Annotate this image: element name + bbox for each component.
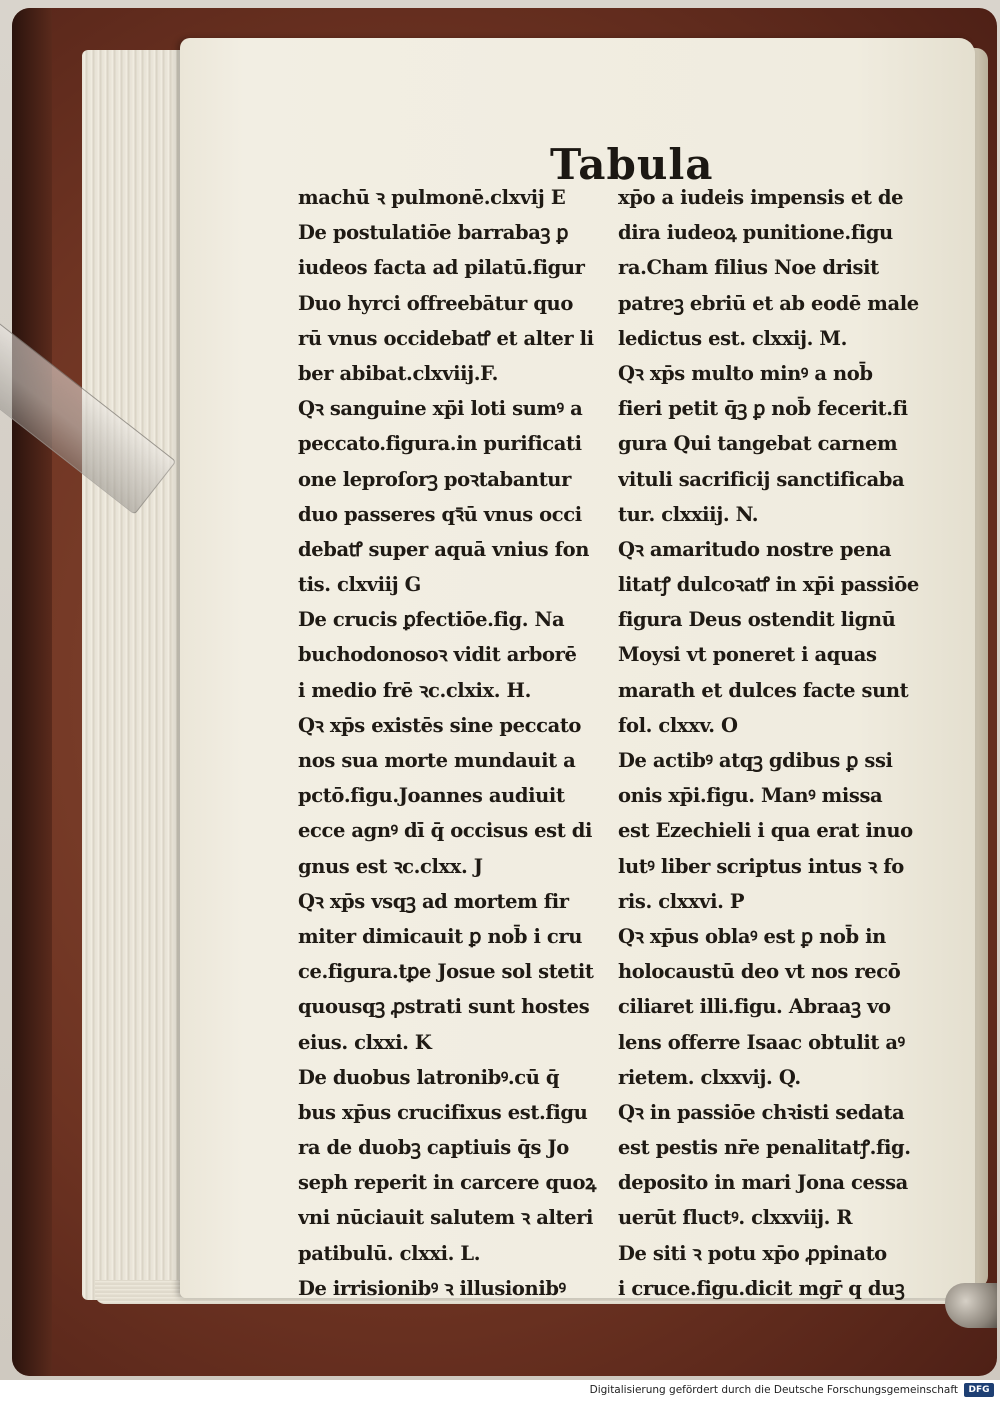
text-line: iudeos facta ad pilatū.figur <box>298 256 585 280</box>
text-line: uerūt fluctꝰ. clxxviij. R <box>618 1206 853 1230</box>
text-line: Moysi vt poneret i aquas <box>618 643 877 667</box>
text-line: miter dimicauit ꝑ nob̄ i cru <box>298 924 582 948</box>
text-line: Qꝛ sanguine xp̄i loti sumꝰ a <box>298 397 583 421</box>
funding-credit: Digitalisierung gefördert durch die Deutsche Forschungsgemeinschaft <box>589 1384 958 1396</box>
footer-bar <box>0 1380 1000 1401</box>
text-line: quousqꝫ ꝓstrati sunt hostes <box>298 995 590 1019</box>
dfg-logo: DFG <box>964 1383 994 1397</box>
text-line: holocaustū deo vt nos recō <box>618 960 901 984</box>
text-line: ecce agnꝰ dī q̄ occisus est di <box>298 819 592 843</box>
text-line: Qꝛ in passiōe chꝛisti sedata <box>618 1100 905 1124</box>
text-line: Qꝛ xp̄s multo minꝰ a nob̄ <box>618 361 873 385</box>
text-line: Qꝛ amaritudo nostre pena <box>618 537 892 561</box>
text-line: De duobus latronibꝰ.cū q̄ <box>298 1065 560 1089</box>
text-line: ciliaret illi.figu. Abraaꝫ vo <box>618 995 891 1019</box>
text-line: marath et dulces facte sunt <box>618 678 909 702</box>
text-line: De crucis ꝑfectiōe.fig. Na <box>298 608 565 632</box>
text-line: gnus est ꝛc.clxx. J <box>298 854 483 878</box>
text-line: i cruce.figu.dicit mgr̄ q duꝫ <box>618 1276 905 1300</box>
text-line: Duo hyrci offreebātur quo <box>298 291 573 315</box>
text-line: De siti ꝛ potu xp̄o ꝓpinato <box>618 1241 887 1265</box>
text-line: ce.figura.tꝑe Josue sol stetit <box>298 960 594 984</box>
text-line: tis. clxviij G <box>298 573 421 597</box>
text-line: est pestis nr̄e penalitatꝭ.fig. <box>618 1136 911 1160</box>
text-line: rū vnus occidebaꝷ et alter li <box>298 326 594 350</box>
text-line: peccato.figura.in purificati <box>298 432 582 456</box>
text-line: fieri petit q̄ꝫ ꝑ nob̄ fecerit.fi <box>618 397 908 421</box>
text-line: deposito in mari Jona cessa <box>618 1171 908 1195</box>
text-line: onis xp̄i.figu. Manꝰ missa <box>618 784 883 808</box>
text-line: one leproſorꝫ poꝛtabantur <box>298 467 571 491</box>
text-line: figura Deus ostendit lignū <box>618 608 896 632</box>
text-line: pctō.figu.Joannes audiuit <box>298 784 565 808</box>
text-line: lens offerre Isaac obtulit aꝰ <box>618 1030 905 1054</box>
text-line: dira iudeoꝝ punitione.figu <box>618 221 893 245</box>
text-line: De postulatiōe barrabaꝫ ꝑ <box>298 221 569 245</box>
text-line: bus xp̄us crucifixus est.figu <box>298 1100 588 1124</box>
text-line: xp̄o a iudeis impensis et de <box>618 186 904 209</box>
right-text-column <box>618 180 928 1306</box>
text-line: litatꝭ dulcoꝛaꝷ in xp̄i passiōe <box>618 573 919 597</box>
text-line: ra de duobꝫ captiuis q̄s Jo <box>298 1136 569 1160</box>
text-line: ber abibat.clxviij.F. <box>298 361 499 385</box>
text-line: lutꝰ liber scriptus intus ꝛ fo <box>618 854 904 878</box>
text-line: buchodonosoꝛ vidit arborē <box>298 643 577 667</box>
text-line: De irrisionibꝰ ꝛ illusionibꝰ <box>298 1276 566 1300</box>
text-line: duo passeres qꝛ̄ū vnus occi <box>298 502 582 526</box>
running-title: Tabula <box>550 140 714 189</box>
text-line: ra.Cham filius Noe drisit <box>618 256 879 280</box>
text-line: eius. clxxi. K <box>298 1030 432 1054</box>
text-line: patreꝫ ebriū et ab eodē male <box>618 291 919 315</box>
text-line: patibulū. clxxi. L. <box>298 1241 481 1265</box>
text-line: De actibꝰ atqꝫ gdibus ꝑ ssi <box>618 749 893 772</box>
text-line: ledictus est. clxxij. M. <box>618 326 847 350</box>
text-line: seph reperit in carcere quoꝝ <box>298 1171 596 1195</box>
text-line: nos sua morte mundauit a <box>298 749 576 772</box>
text-line: vni nūciauit salutem ꝛ alteri <box>298 1206 593 1230</box>
text-line: gura Qui tangebat carnem <box>618 432 898 456</box>
text-line: Qꝛ xp̄us oblaꝰ est ꝑ nob̄ in <box>618 924 886 948</box>
text-line: debaꝷ super aquā vnius fon <box>298 537 590 561</box>
text-line: Qꝛ xp̄s vsqꝫ ad mortem fir <box>298 889 569 913</box>
text-line: tur. clxxiij. N. <box>618 502 759 526</box>
text-line: rietem. clxxvij. Q. <box>618 1065 801 1089</box>
metal-clasp <box>945 1283 997 1328</box>
text-line: fol. clxxv. O <box>618 713 738 737</box>
text-line: ris. clxxvi. P <box>618 889 745 913</box>
text-line: est Ezechieli i qua erat inuo <box>618 819 913 843</box>
binding-shadow <box>12 8 52 1376</box>
text-line: machū ꝛ pulmonē.clxvij E <box>298 186 566 209</box>
left-text-column <box>298 180 608 1306</box>
text-line: i medio frē ꝛc.clxix. H. <box>298 678 531 702</box>
text-line: Qꝛ xp̄s existēs sine peccato <box>298 713 582 737</box>
text-line: vituli sacrificij sanctificaba <box>618 467 905 491</box>
